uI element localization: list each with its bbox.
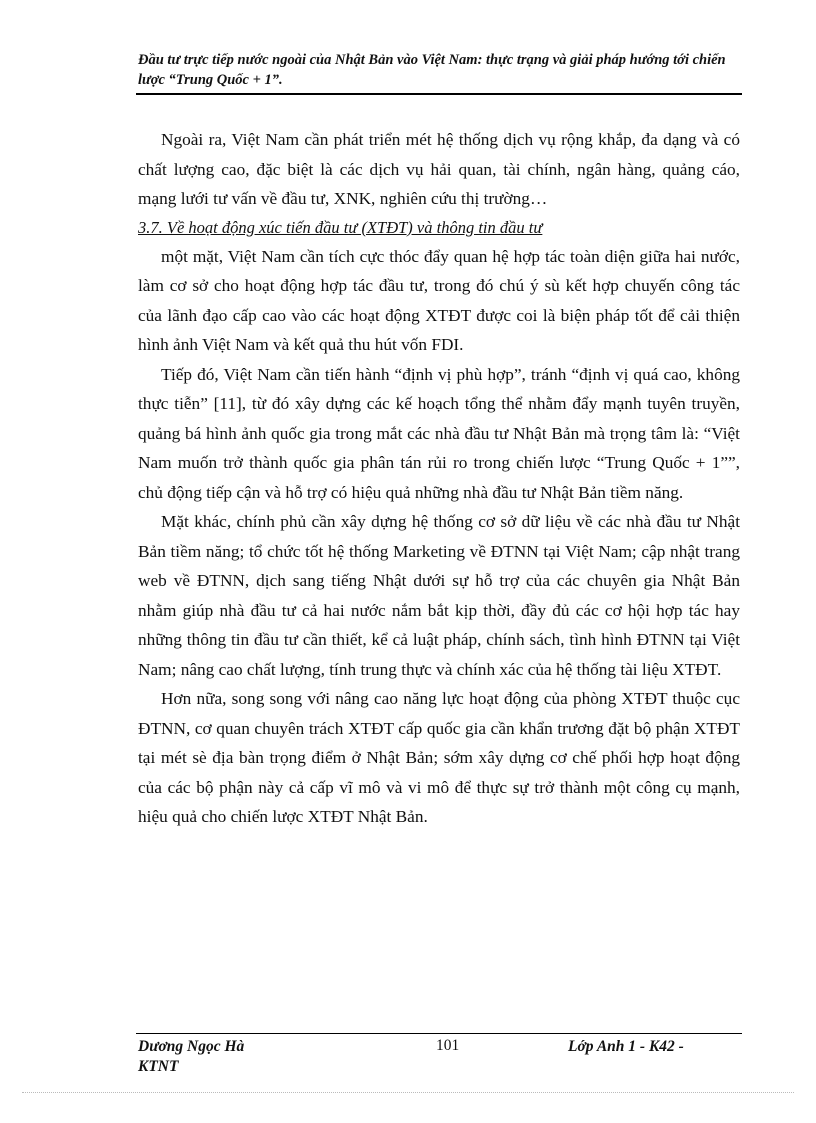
footer-class: Lớp Anh 1 - K42 - [568, 1038, 684, 1055]
footer-author [138, 1037, 244, 1077]
page-number: 101 [436, 1037, 460, 1054]
paragraph-investment-promotion: Hơn nữa, song song với nâng cao năng lực hoạt động của phòng XTĐT thuộc cục ĐTNN, cơ quan chuyên trách XTĐT cấp quốc gia cần khẩn trương đặt bộ phận XTĐT tại mét sè địa bàn trọng điểm ở Nhật Bản; sớm xây dựng cơ chế phối hợp hoạt động của các bộ phận này cả cấp vĩ mô và vi mô để thực sự trở thành một công cụ mạnh, hiệu quả cho chiến lược XTĐT Nhật Bản. [138, 689, 740, 826]
page-edge-divider [22, 1092, 794, 1093]
footer-divider [136, 1033, 742, 1034]
paragraph-positioning: Tiếp đó, Việt Nam cần tiến hành “định vị phù hợp”, tránh “định vị quá cao, không thực tiễn” [11], từ đó xây dựng các kế hoạch tổng thể nhằm đẩy mạnh tuyên truyền, quảng bá hình ảnh quốc gia trong mắt các nhà đầu tư Nhật Bản mà trọng tâm là: “Việt Nam muốn trở thành quốc gia phân tán rủi ro trong chiến lược “Trung Quốc + 1””, chủ động tiếp cận và hỗ trợ có hiệu quả những nhà đầu tư Nhật Bản tiềm năng. [138, 364, 740, 502]
paragraph-services: Ngoài ra, Việt Nam cần phát triển mét hệ thống dịch vụ rộng khắp, đa dạng và có chất lượng cao, đặc biệt là các dịch vụ hải quan, tài chính, ngân hàng, quảng cáo, mạng lưới tư vấn về đầu tư, XNK, nghiên cứu thị trường… [138, 130, 740, 208]
footer-author-name: Dương Ngọc Hà [138, 1038, 245, 1055]
section-heading-3-7: 3.7. Về hoạt động xúc tiến đầu tư (XTĐT) và thông tin đầu tư [138, 217, 543, 237]
document-body [138, 125, 740, 832]
paragraph-database: Mặt khác, chính phủ cần xây dựng hệ thống cơ sở dữ liệu về các nhà đầu tư Nhật Bản tiềm năng; tổ chức tốt hệ thống Marketing về ĐTNN tại Việt Nam; cập nhật trang web về ĐTNN, dịch sang tiếng Nhật dưới sự hỗ trợ của các chuyên gia Nhật Bản nhằm giúp nhà đầu tư cả hai nước nắm bắt kịp thời, đầy đủ các cơ hội hợp tác hay những thông tin đầu tư cần thiết, kể cả luật pháp, chính sách, tình hình ĐTNN tại Việt Nam; nâng cao chất lượng, tính trung thực và chính xác của hệ thống tài liệu XTĐT. [138, 512, 740, 679]
paragraph-cooperation: một mặt, Việt Nam cần tích cực thóc đẩy quan hệ hợp tác toàn diện giữa hai nước, làm cơ sở cho hoạt động hợp tác đầu tư, trong đó chú ý sù kết hợp chuyến công tác của lãnh đạo cấp cao vào các hoạt động XTĐT được coi là biện pháp tốt để cải thiện hình ảnh Việt Nam và kết quả thu hút vốn FDI. [138, 246, 740, 354]
page-header [138, 50, 740, 90]
header-title: Đầu tư trực tiếp nước ngoài của Nhật Bản vào Việt Nam: thực trạng và giải pháp hướng tới chiến lược “Trung Quốc + 1”. [138, 52, 726, 88]
footer-author-dept: KTNT [138, 1058, 179, 1075]
header-divider [136, 93, 742, 95]
